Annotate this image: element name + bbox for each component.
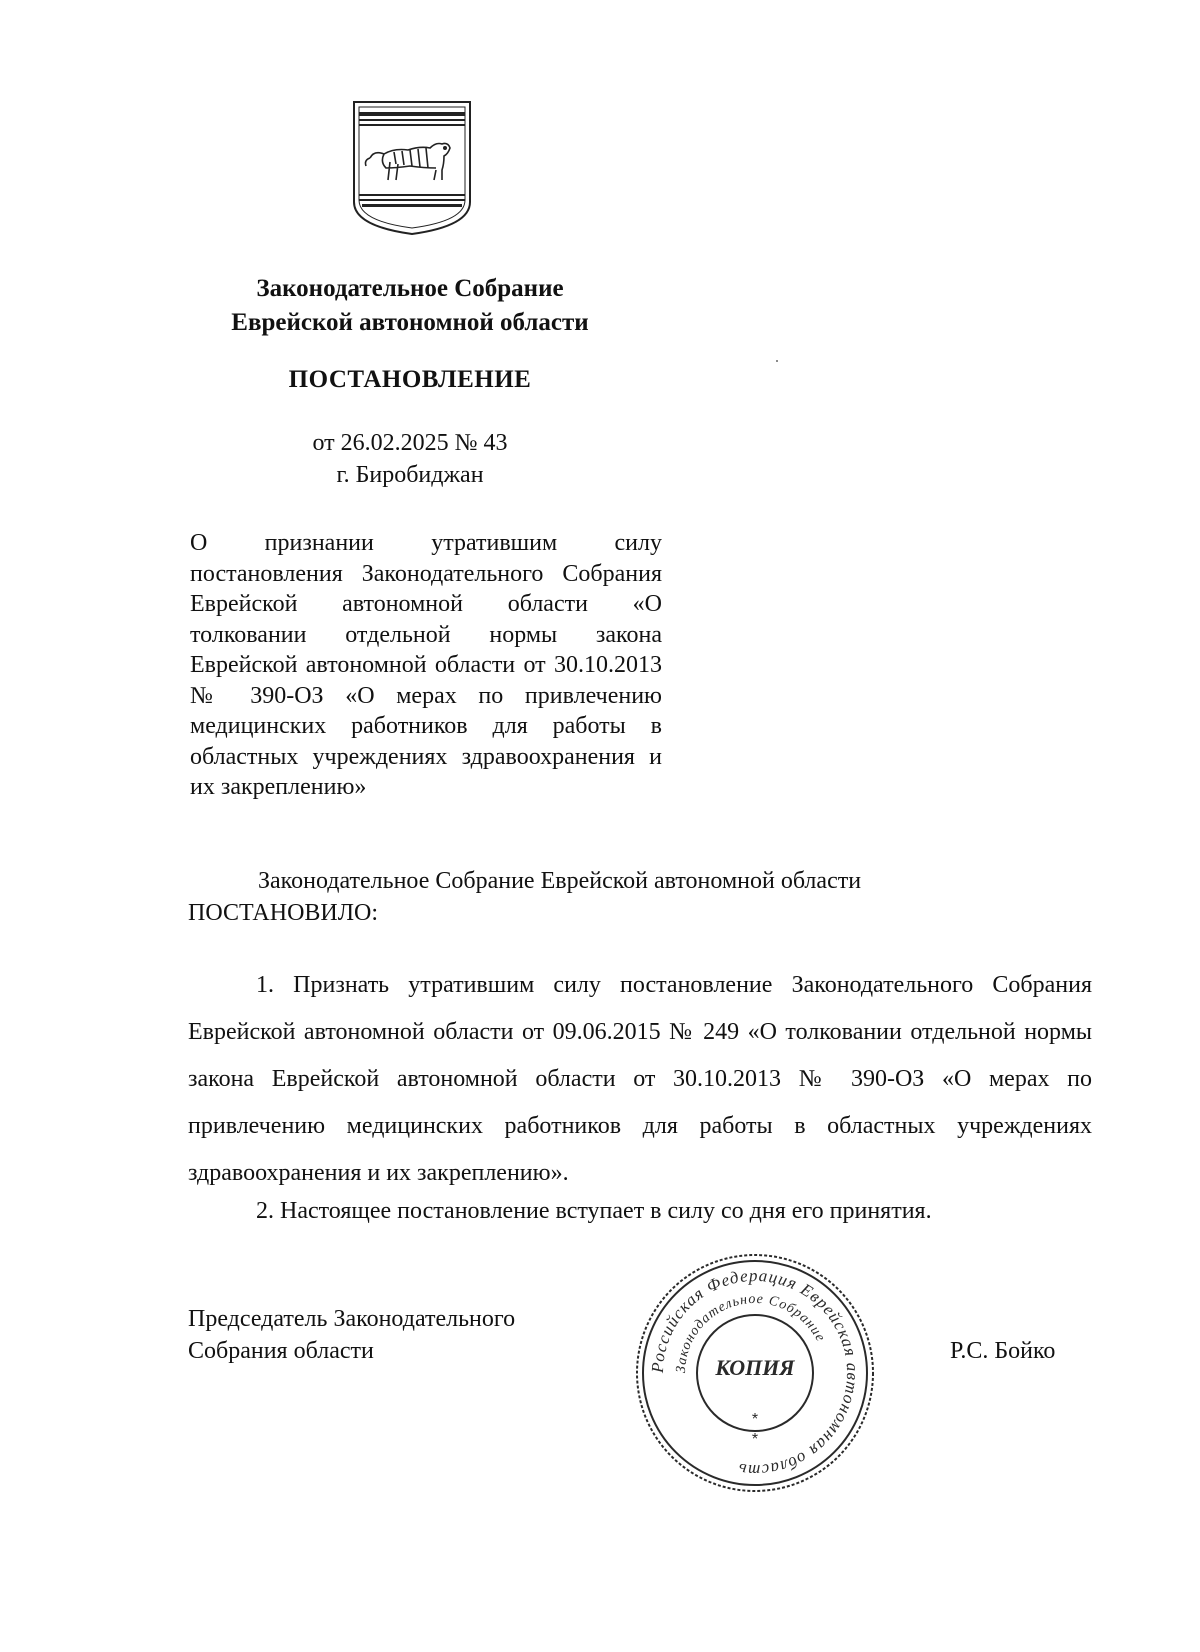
coat-of-arms-emblem bbox=[350, 98, 474, 238]
document-city: г. Биробиджан bbox=[336, 462, 484, 488]
stamp-outer-text: Российская Федерация Еврейская автономная область bbox=[647, 1265, 863, 1481]
signatory-name: Р.С. Бойко bbox=[950, 1338, 1056, 1364]
signatory-position-line1: Председатель Законодательного bbox=[188, 1306, 516, 1332]
stamp-star-icon: * bbox=[751, 1411, 759, 1428]
document-title: О признании утратившим силу постановления Законодательного Собрания Еврейской автономной области «О толковании отдельной нормы закона Еврейской автономной области от 30.10.2013 № 390-ОЗ «О мерах по привлечению медицинских работников для работы в областных учреждениях здравоохранения и их закреплению» bbox=[190, 530, 662, 800]
resolution-item-1: 1. Признать утратившим силу постановление Законодательного Собрания Еврейской автономной области от 09.06.2015 № 249 «О толковании отдельной нормы закона Еврейской автономной области от 30.10.2013 № 390-ОЗ «О мерах по привлечению медицинских работников для работы в областных учреждениях здравоохранения и их закреплению». bbox=[188, 972, 1092, 1186]
stamp-star-icon-2: * bbox=[751, 1431, 759, 1448]
document-type: ПОСТАНОВЛЕНИЕ bbox=[288, 366, 532, 393]
scan-speck bbox=[776, 360, 778, 362]
stamp-center-text: КОПИЯ bbox=[715, 1355, 795, 1380]
org-name-line2: Еврейской автономной области bbox=[231, 309, 589, 336]
preamble-text: Законодательное Собрание Еврейской автономной области bbox=[258, 868, 862, 894]
preamble-resolved: ПОСТАНОВИЛО: bbox=[188, 900, 379, 926]
stamp-inner-text: Законодательное Собрание bbox=[673, 1291, 828, 1374]
signatory-position-line2: Собрания области bbox=[188, 1338, 374, 1364]
document-date-number: от 26.02.2025 № 43 bbox=[312, 430, 508, 456]
official-stamp bbox=[630, 1248, 880, 1498]
resolution-item-2: 2. Настоящее постановление вступает в силу со дня его принятия. bbox=[256, 1198, 932, 1224]
org-name-line1: Законодательное Собрание bbox=[256, 275, 564, 302]
